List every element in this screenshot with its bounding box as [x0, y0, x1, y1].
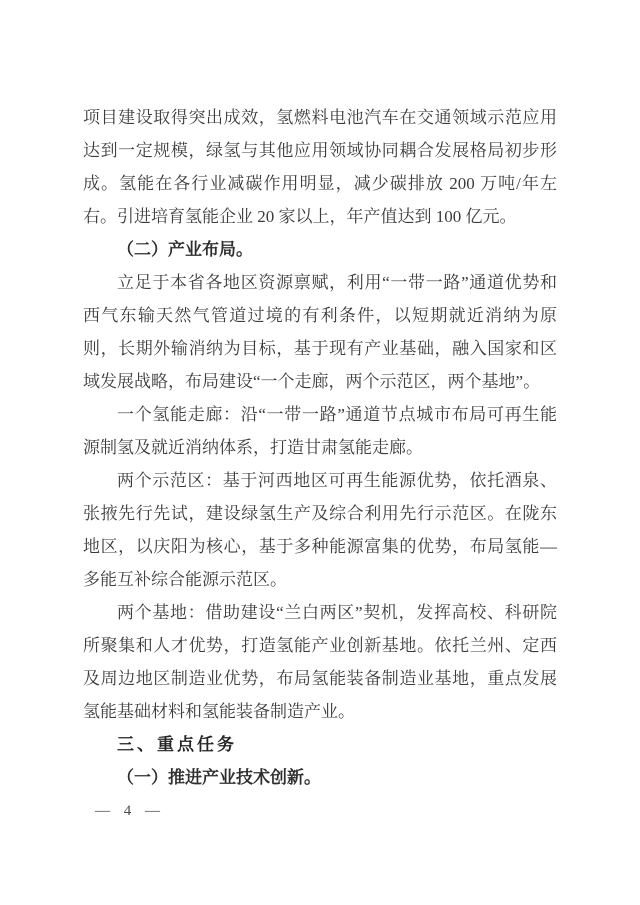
paragraph-hydrogen-achievements: 项目建设取得突出成效，氢燃料电池汽车在交通领域示范应用达到一定规模，绿氢与其他应用领域协同耦合发展格局初步形成。氢能在各行业减碳作用明显，减少碳排放 200 万吨/年左右。引进培育氢能企业 20 家以上，年产值达到 100 亿元。 [83, 108, 557, 226]
section-heading-industry-layout: （二）产业布局。 [117, 240, 253, 259]
section-heading-tech-innovation: （一）推进产业技术创新。 [117, 768, 321, 787]
paragraph-two-bases: 两个基地：借助建设“兰白两区”契机，发挥高校、科研院所聚集和人才优势，打造氢能产业创新基地。依托兰州、定西及周边地区制造业优势，布局氢能装备制造业基地，重点发展氢能基础材料和氢能装备制造产业。 [83, 603, 557, 721]
paragraph-two-demo-zones: 两个示范区：基于河西地区可再生能源优势，依托酒泉、张掖先行先试，建设绿氢生产及综合利用先行示范区。在陇东地区，以庆阳为核心，基于多种能源富集的优势，布局氢能—多能互补综合能源示范区。 [83, 471, 557, 589]
paragraph-layout-overview: 立足于本省各地区资源禀赋，利用“一带一路”通道优势和西气东输天然气管道过境的有利条件，以短期就近消纳为原则，长期外输消纳为目标，基于现有产业基础，融入国家和区域发展战略，布局建设“一个走廊，两个示范区，两个基地”。 [83, 273, 557, 391]
paragraph-hydrogen-corridor: 一个氢能走廊：沿“一带一路”通道节点城市布局可再生能源制氢及就近消纳体系，打造甘肃氢能走廊。 [83, 405, 557, 457]
document-body [83, 101, 557, 794]
page-number: — 4 — [95, 803, 160, 819]
chapter-heading-key-tasks: 三、重点任务 [117, 735, 237, 754]
